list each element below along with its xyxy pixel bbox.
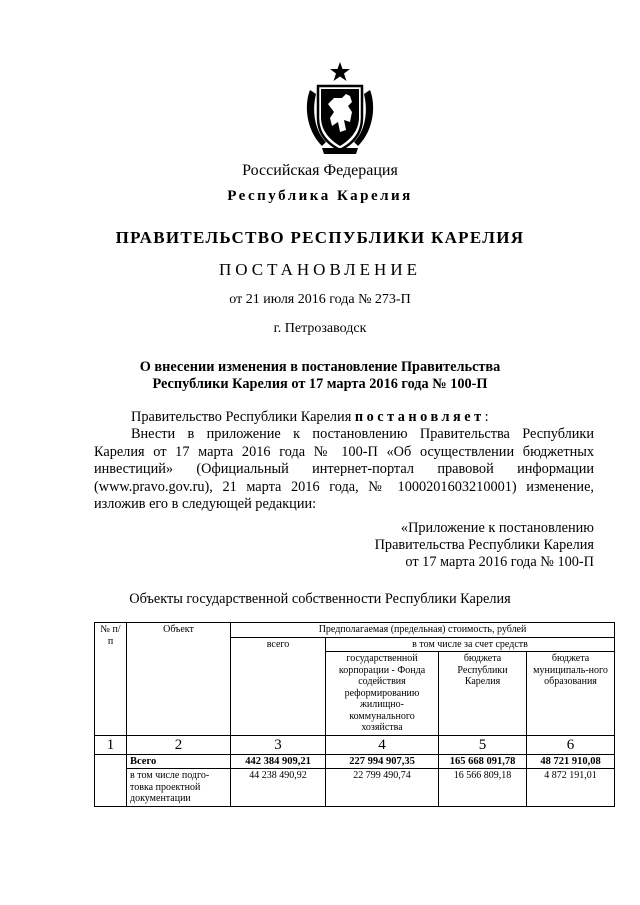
appendix-reference [300,520,594,571]
objects-table [94,622,615,807]
column-number: 4 [326,735,439,754]
row-num-cell [95,754,127,806]
amendment-paragraph: Внести в приложение к постановлению Правительства Республики Карелия от 17 марта 2016 года № 100-П «Об осуществлении бюджетных инвестиций» (Официальный интернет-портал правовой информации (www.pravo.gov.ru), 21 марта 2016 года, № 1000201603210001) изменение, изложив его в следующей редакции: [94,426,594,513]
header-fund: государственной корпорации - Фонда содействия реформированию жилищно-коммунального хозяйства [326,652,439,736]
table-row [95,754,615,769]
column-number: 2 [127,735,231,754]
row-label: в том числе подго-товка проектной документации [127,769,231,807]
header-cost: Предполагаемая (предельная) стоимость, рублей [231,623,615,638]
decree-issuer: Правительство Республики Карелия [131,409,355,425]
country-name: Российская Федерация [242,162,398,179]
decree-word: постановляет [354,409,485,425]
header-including: в том числе за счет средств [326,637,615,652]
value-total: 442 384 909,21 [231,754,326,769]
table-title: Объекты государственной собственности Республики Карелия [129,591,511,607]
column-number: 6 [527,735,615,754]
decree-colon: : [484,409,489,425]
decree-paragraph [94,409,594,426]
republic-name: Республика Карелия [227,188,413,204]
value-budget-mun: 4 872 191,01 [527,769,615,807]
document-date-number: от 21 июля 2016 года № 273-П [229,292,411,307]
appendix-line-1: «Приложение к постановлению [400,520,594,536]
column-number: 3 [231,735,326,754]
column-number: 5 [439,735,527,754]
row-label: Всего [127,754,231,769]
table-row [95,769,615,807]
header-num: № п/п [95,623,127,736]
value-fund: 227 994 907,35 [326,754,439,769]
subject-line-2: Республики Карелия от 17 марта 2016 года № 100-П [152,376,488,392]
document-type: ПОСТАНОВЛЕНИЕ [218,260,421,279]
document-subject [0,359,640,393]
government-title: ПРАВИТЕЛЬСТВО РЕСПУБЛИКИ КАРЕЛИЯ [115,228,525,247]
column-number: 1 [95,735,127,754]
appendix-line-2: Правительства Республики Карелия [374,537,594,553]
value-fund: 22 799 490,74 [326,769,439,807]
value-total: 44 238 490,92 [231,769,326,807]
header-budget-rk: бюджета Республики Карелия [439,652,527,736]
value-budget-rk: 16 566 809,18 [439,769,527,807]
value-budget-rk: 165 668 091,78 [439,754,527,769]
coat-of-arms-emblem [300,60,380,156]
document-body [94,409,594,513]
header-total: всего [231,637,326,735]
value-budget-mun: 48 721 910,08 [527,754,615,769]
subject-line-1: О внесении изменения в постановление Правительства [139,359,501,375]
appendix-line-3: от 17 марта 2016 года № 100-П [405,554,594,570]
document-city: г. Петрозаводск [273,321,367,336]
header-budget-mun: бюджета муниципаль-ного образования [527,652,615,736]
header-object: Объект [127,623,231,736]
